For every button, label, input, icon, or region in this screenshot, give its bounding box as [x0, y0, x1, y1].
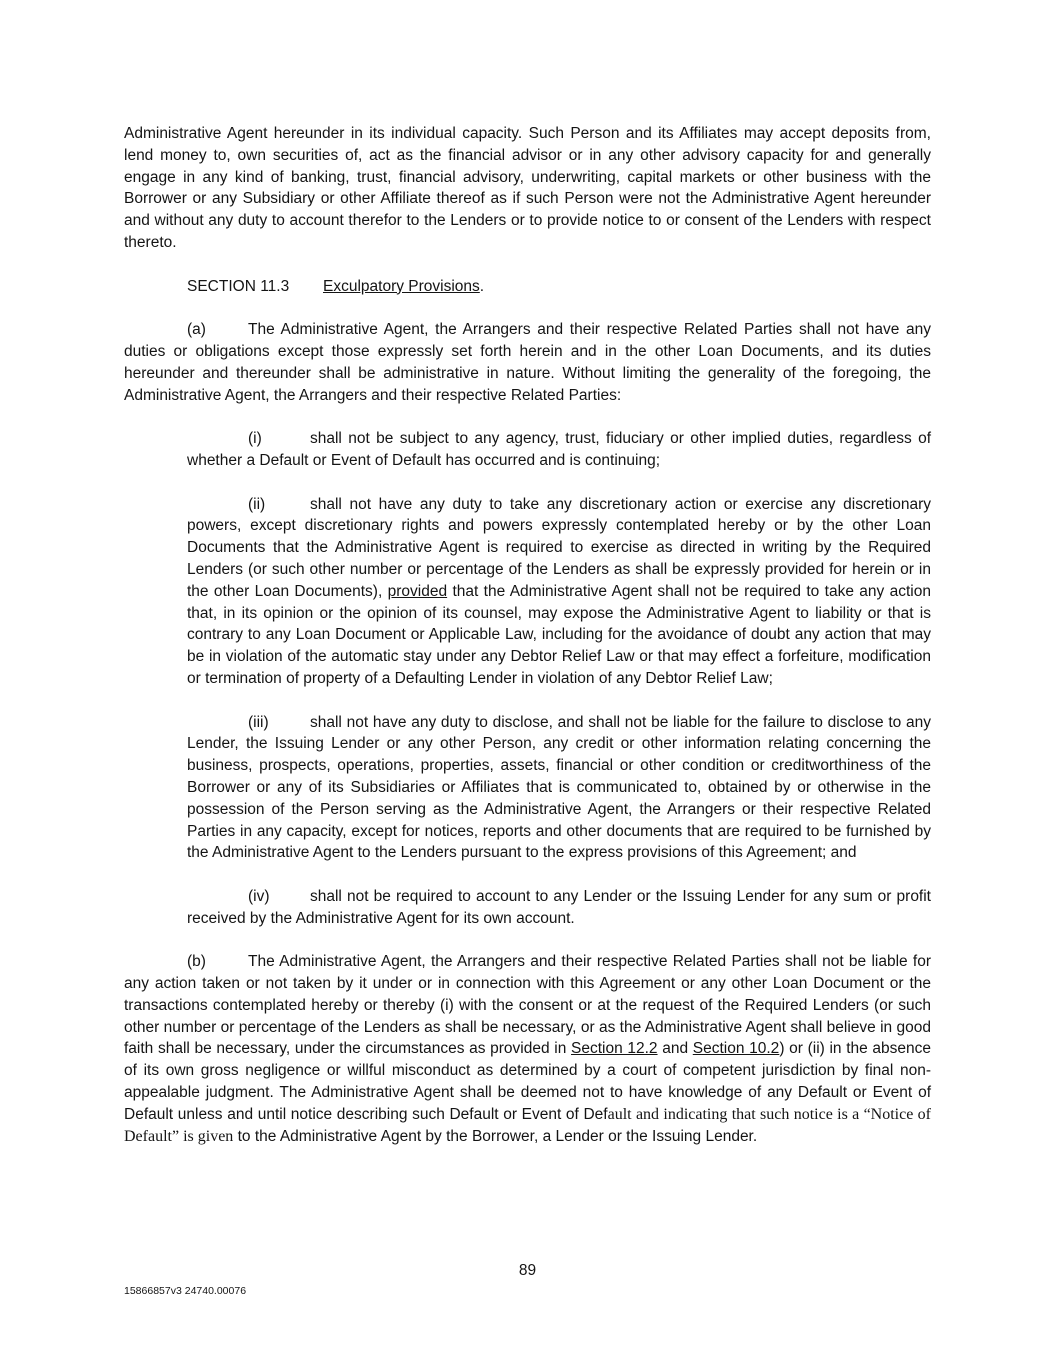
clause-ii-label: (ii): [248, 495, 266, 513]
clause-iv-label: (iv): [248, 887, 270, 905]
clause-ii-text-2: that the Administrative Agent shall not be required to take any action that, in its opinion or the opinion of its counsel, may expose the Administrative Agent to liability or that is contrary to any Loan Document or Applicable Law, including for the avoidance of doubt any action that may be in violation of the automatic stay under any Debtor Relief Law or that may effect a forfeiture, modification or termination of property of a Defaulting Lender in violation of any Debtor Relief Law;: [187, 582, 931, 687]
clause-iv-text: shall not be required to account to any Lender or the Issuing Lender for any sum or profit received by the Administrative Agent for its own account.: [187, 887, 931, 927]
clause-iv: [187, 886, 931, 930]
document-id: 15866857v3 24740.00076: [124, 1285, 247, 1297]
clause-iii-text: shall not have any duty to disclose, and shall not be liable for the failure to disclose to any Lender, the Issuing Lender or any other Person, any credit or other information relating concerning the business, prospects, operations, properties, assets, financial or other condition or creditworthiness of the Borrower or any of its Subsidiaries or Affiliates that is communicated to, obtained by or otherwise in the possession of the Person serving as the Administrative Agent, the Arrangers or their respective Related Parties in any capacity, except for notices, reports and other documents that are required to be furnished by the Administrative Agent to the Lenders pursuant to the express provisions of this Agreement; and: [187, 713, 931, 862]
clause-ii: [187, 494, 931, 690]
clause-i-text: shall not be subject to any agency, trust, fiduciary or other implied duties, regardless of whether a Default or Event of Default has occurred and is continuing;: [187, 430, 931, 469]
clause-iii: [187, 712, 931, 865]
clause-b-text-2: and: [657, 1040, 693, 1058]
clause-i: [187, 428, 931, 472]
section-reference-12-2: Section 12.2: [571, 1040, 658, 1058]
page-body: [124, 123, 931, 1169]
clause-b-text-3: ) or (ii) in the absence of its own gross negligence or willful misconduct as determined by a court of competent jurisdiction by final non-appealable judgment. The Administrative Agent shall be deemed not to have knowledge of any Default or Event of Default unless and until notice describing such Default or Event of Def: [124, 1040, 932, 1123]
continuation-text: Administrative Agent hereunder in its individual capacity. Such Person and its Affiliates may accept deposits from, lend money to, own securities of, act as the financial advisor or in any other advisory capacity for and generally engage in any kind of banking, trust, financial advisory, underwriting, capital markets or other business with the Borrower or any Subsidiary or other Affiliate thereof as if such Person were not the Administrative Agent hereunder and without any duty to account therefor to the Lenders or to provide notice to or consent of the Lenders with respect thereto.: [124, 125, 931, 251]
clause-b-text-4: ault and indicating that such notice is a “Notice of Default” is given: [124, 1105, 931, 1145]
clause-iii-label: (iii): [248, 713, 269, 731]
clause-a-label: (a): [187, 321, 206, 339]
continuation-paragraph: [124, 123, 931, 254]
clause-b-text-5: to the Administrative Agent by the Borrower, a Lender or the Issuing Lender.: [233, 1127, 758, 1145]
clause-ii-proviso: provided: [387, 582, 448, 600]
section-reference-10-2: Section 10.2: [692, 1040, 780, 1058]
clause-b-text-1: The Administrative Agent, the Arrangers and their respective Related Parties shall not be liable for any action taken or not taken by it under or in connection with this Agreement or any other Loan Document or the transactions contemplated hereby or thereby (i) with the consent or at the request of the Required Lenders (or such other number or percentage of the Lenders as shall be necessary, or as the Administrative Agent shall believe in good faith shall be necessary, under the circumstances as provided in: [124, 953, 931, 1058]
section-title: Exculpatory Provisions: [323, 277, 480, 295]
clause-a: [124, 319, 931, 406]
clause-i-label: (i): [248, 430, 262, 448]
section-number: SECTION 11.3: [187, 277, 290, 295]
section-title-period: .: [479, 277, 485, 295]
clause-ii-text-1: shall not have any duty to take any discretionary action or exercise any discretionary powers, except discretionary rights and powers expressly contemplated hereby or by the other Loan Documents that the Administrative Agent is required to exercise as directed in writing by the Required Lenders (or such other number or percentage of the Lenders as shall be expressly provided for herein or in the other Loan Documents),: [187, 495, 931, 600]
section-heading: [124, 276, 931, 298]
clause-b: [124, 951, 931, 1147]
clause-b-label: (b): [187, 953, 206, 971]
clause-a-text: The Administrative Agent, the Arrangers and their respective Related Parties shall not have any duties or obligations except those expressly set forth herein and in the other Loan Documents, and its duties hereunder and thereunder shall be administrative in nature. Without limiting the generality of the foregoing, the Administrative Agent, the Arrangers and their respective Related Parties:: [124, 321, 931, 404]
page-number: 89: [518, 1262, 537, 1279]
